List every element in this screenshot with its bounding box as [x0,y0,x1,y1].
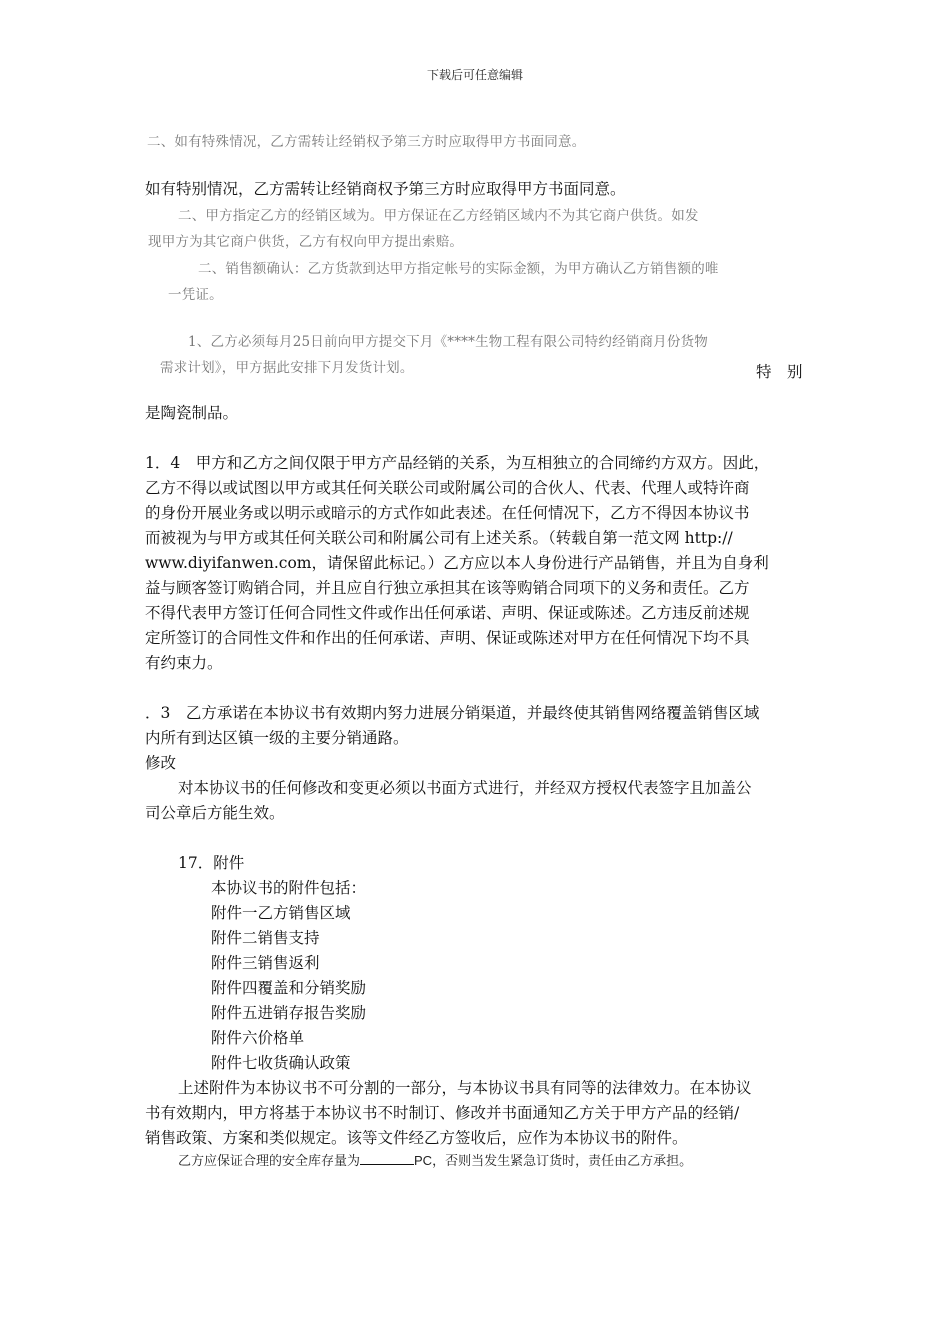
page-header: 下载后可任意编辑 [426,68,523,82]
special-case-line: 如有特别情况，乙方需转让经销商权予第三方时应取得甲方书面同意。 [145,180,626,198]
closing-line: 书有效期内，甲方将基于本协议书不时制订、修改并书面通知乙方关于甲方产品的经销/ [145,1104,740,1122]
scanned-line: 二、如有特殊情况，乙方需转让经销权予第三方时应取得甲方书面同意。 [147,134,586,150]
scanned-line: 现甲方为其它商户供货，乙方有权向甲方提出索赔。 [148,234,464,250]
modify-text-line: 司公章后方能生效。 [145,804,285,822]
attachment-item: 附件四覆盖和分销奖励 [211,979,367,997]
attachments-heading: 17．附件 [178,854,245,872]
ceramics-line: 是陶瓷制品。 [145,404,239,422]
para-3-line: 内所有到达区镇一级的主要分销通路。 [145,729,409,747]
scanned-line: 1、乙方必须每月25日前向甲方提交下月《****生物工程有限公司特约经销商月份货物 [188,334,708,350]
modify-text-line: 对本协议书的任何修改和变更必须以书面方式进行，并经双方授权代表签字且加盖公 [178,779,752,797]
para-1-4-line: 益与顾客签订购销合同，并且应自行独立承担其在该等购销合同项下的义务和责任。乙方 [145,579,750,597]
para-1-4-line: 乙方不得以或试图以甲方或其任何关联公司或附属公司的合伙人、代表、代理人或特许商 [145,479,750,497]
closing-line: 销售政策、方案和类似规定。该等文件经乙方签收后，应作为本协议书的附件。 [145,1129,688,1147]
safety-stock-blank [360,1151,414,1165]
closing-line: 上述附件为本协议书不可分割的一部分，与本协议书具有同等的法律效力。在本协议 [178,1079,752,1097]
para-1-4-line: 而被视为与甲方或其任何关联公司和附属公司有上述关系。（转载自第一范文网 http:// [145,529,733,547]
para-1-4-line: 不得代表甲方签订任何合同性文件或作出任何承诺、声明、保证或陈述。乙方违反前述规 [145,604,750,622]
para-1-4-line: 1．4 甲方和乙方之间仅限于甲方产品经销的关系，为互相独立的合同缔约方双方。因此， [145,454,770,472]
para-1-4-line: 有约束力。 [145,654,223,672]
attachment-item: 附件二销售支持 [211,929,320,947]
para-1-4-line: 的身份开展业务或以明示或暗示的方式作如此表述。在任何情况下，乙方不得因本协议书 [145,504,750,522]
attachments-intro: 本协议书的附件包括： [211,879,367,897]
para-1-4-line: 定所签订的合同性文件和作出的任何承诺、声明、保证或陈述对甲方在任何情况下均不具 [145,629,750,647]
attachment-item: 附件三销售返利 [211,954,320,972]
te-bie-text: 特 别 [756,363,803,381]
safety-stock-text: 乙方应保证合理的安全库存量为 [178,1154,361,1169]
scanned-line: 二、甲方指定乙方的经销区域为。甲方保证在乙方经销区域内不为其它商户供货。如发 [178,208,699,224]
attachment-item: 附件一乙方销售区域 [211,904,351,922]
attachment-item: 附件六价格单 [211,1029,305,1047]
scanned-line: 需求计划》，甲方据此安排下月发货计划。 [160,360,414,376]
safety-stock-line [178,1150,692,1169]
attachment-item: 附件七收货确认政策 [211,1054,351,1072]
para-1-4-line: www.diyifanwen.com，请保留此标记。）乙方应以本人身份进行产品销售，并且为自身利 [145,554,769,572]
para-3-line: ．3 乙方承诺在本协议书有效期内努力进展分销渠道，并最终使其销售网络覆盖销售区域 [145,704,760,722]
scanned-line: 一凭证。 [168,287,223,303]
scanned-line: 二、销售额确认：乙方货款到达甲方指定帐号的实际金额，为甲方确认乙方销售额的唯 [198,261,719,277]
safety-stock-text-after: ，否则当发生紧急订货时，责任由乙方承担。 [432,1154,693,1169]
safety-stock-unit: PC [414,1153,433,1168]
modify-heading: 修改 [145,754,177,772]
attachment-item: 附件五进销存报告奖励 [211,1004,367,1022]
